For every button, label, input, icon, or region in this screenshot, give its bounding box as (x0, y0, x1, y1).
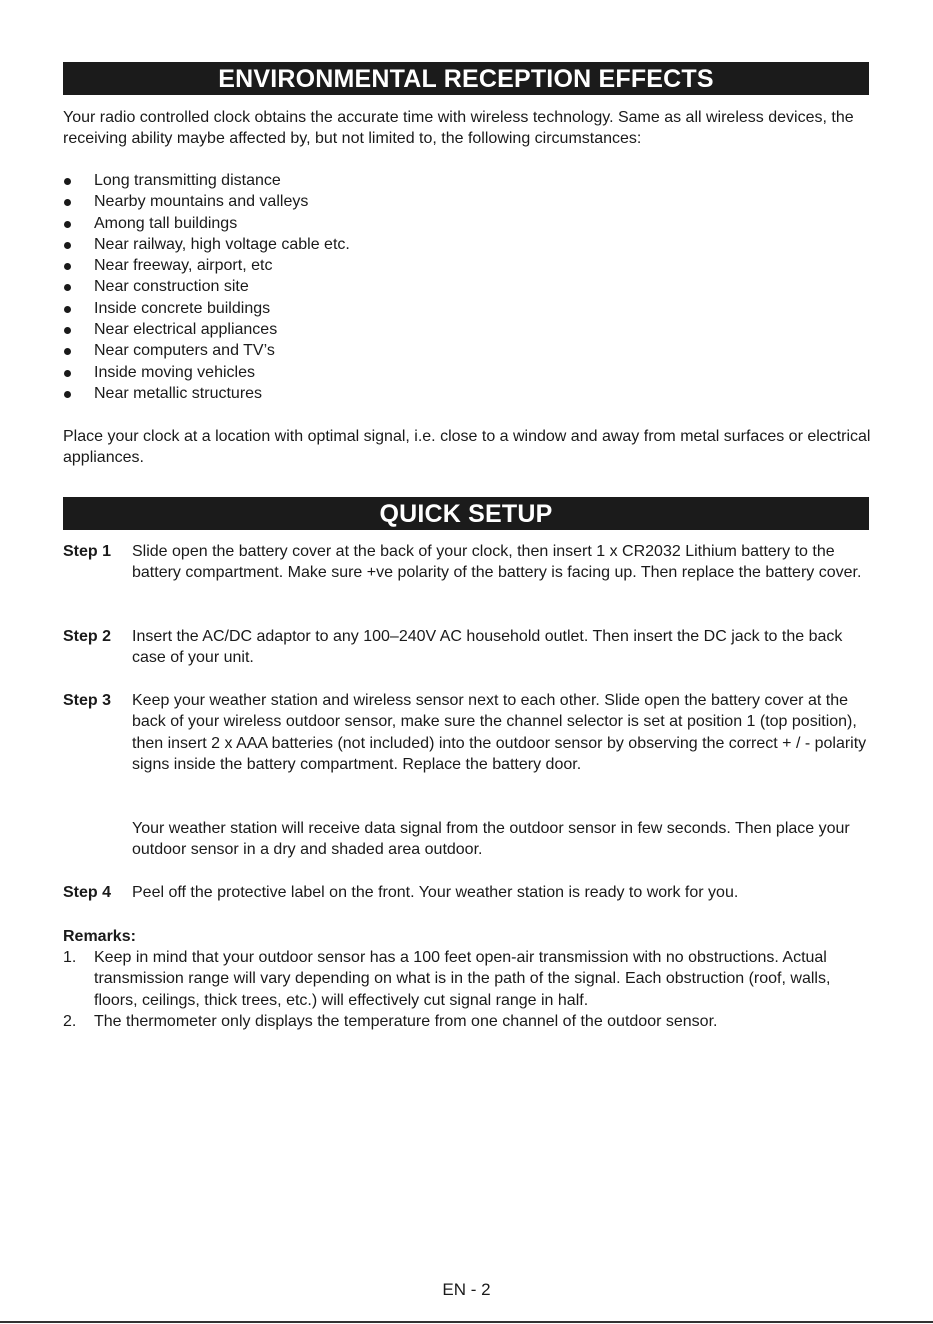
step-label: Step 4 (63, 884, 112, 901)
list-item-text: Near electrical appliances (94, 321, 278, 339)
remark-number: 1. (63, 949, 77, 966)
remarks-title: Remarks: (63, 928, 136, 945)
page-number: EN - 2 (442, 1280, 491, 1299)
intro-paragraph: Your radio controlled clock obtains the accurate time with wireless technology. Same as all wireless devices, the receiving ability maybe affected by, but not limited to, the following circumstances: (63, 109, 854, 148)
remark-text: The thermometer only displays the temperature from one channel of the outdoor sensor. (94, 1012, 718, 1030)
list-item (63, 170, 350, 191)
list-item-text: Among tall buildings (94, 214, 238, 232)
bottom-divider (0, 1321, 933, 1323)
section-heading-quick-setup: QUICK SETUP (63, 497, 869, 530)
bullet-icon (64, 306, 71, 313)
list-item-text: Long transmitting distance (94, 172, 281, 189)
step-4 (63, 882, 875, 903)
bullet-icon (64, 348, 71, 355)
step-3-continued (63, 818, 875, 861)
list-item-text: Inside concrete buildings (94, 299, 271, 317)
section-heading-environmental: ENVIRONMENTAL RECEPTION EFFECTS (63, 62, 869, 95)
bullet-icon (64, 263, 71, 270)
list-item-text: Near freeway, airport, etc (94, 257, 273, 275)
step-1 (63, 541, 875, 584)
step-3 (63, 690, 875, 775)
bullet-icon (64, 199, 71, 206)
placement-paragraph: Place your clock at a location with optimal signal, i.e. close to a window and away from metal surfaces or electrical appliances. (63, 428, 871, 467)
list-item (63, 191, 350, 212)
step-text: Peel off the protective label on the front. Your weather station is ready to work for you. (132, 884, 739, 901)
remark-number: 2. (63, 1012, 77, 1030)
list-item (63, 234, 350, 255)
list-item-text: Nearby mountains and valleys (94, 193, 309, 211)
list-item-text: Near metallic structures (94, 384, 263, 402)
bullet-icon (64, 327, 71, 334)
list-item (63, 383, 350, 404)
bullet-icon (64, 284, 71, 291)
list-item (63, 255, 350, 276)
bullet-icon (64, 391, 71, 398)
step-2 (63, 626, 875, 669)
bullet-icon (64, 370, 71, 377)
step-label: Step 1 (63, 543, 112, 560)
list-item-text: Near computers and TV’s (94, 342, 275, 360)
list-item-text: Near railway, high voltage cable etc. (94, 235, 350, 253)
bullet-icon (64, 221, 71, 228)
step-text: Slide open the battery cover at the back of your clock, then insert 1 x CR2032 Lithium battery to the battery compartment. Make sure +ve polarity of the battery is facing up. Then replace the battery cover. (132, 543, 862, 582)
list-item (63, 298, 350, 319)
list-item (63, 276, 350, 297)
list-item (63, 362, 350, 383)
reception-factors-list (63, 170, 350, 404)
bullet-icon (64, 178, 71, 185)
step-label: Step 2 (63, 628, 112, 645)
remark-item (63, 1011, 875, 1032)
list-item (63, 213, 350, 234)
list-item-text: Near construction site (94, 278, 249, 296)
remarks-list (63, 947, 875, 1032)
list-item (63, 340, 350, 361)
list-item (63, 319, 350, 340)
remark-item (63, 947, 875, 1011)
bullet-icon (64, 242, 71, 249)
list-item-text: Inside moving vehicles (94, 363, 255, 381)
remark-text: Keep in mind that your outdoor sensor has a 100 feet open-air transmission with no obstructions. Actual transmission range will vary depending on what is in the path of the signal. Each obstruction (roof, walls, floors, ceilings, thick trees, etc.) will effectively cut signal range in half. (94, 949, 831, 1009)
step-label: Step 3 (63, 692, 112, 709)
step-text: Insert the AC/DC adaptor to any 100–240V AC household outlet. Then insert the DC jack to the back case of your unit. (132, 628, 843, 667)
step-text: Keep your weather station and wireless sensor next to each other. Slide open the battery cover at the back of your wireless outdoor sensor, make sure the channel selector is set at position 1 (top position), then insert 2 x AAA batteries (not included) into the outdoor sensor by observing the correct + / - polarity signs inside the battery compartment. Replace the battery door. (132, 692, 867, 773)
step-text: Your weather station will receive data signal from the outdoor sensor in few seconds. Then place your outdoor sensor in a dry and shaded area outdoor. (132, 820, 850, 859)
